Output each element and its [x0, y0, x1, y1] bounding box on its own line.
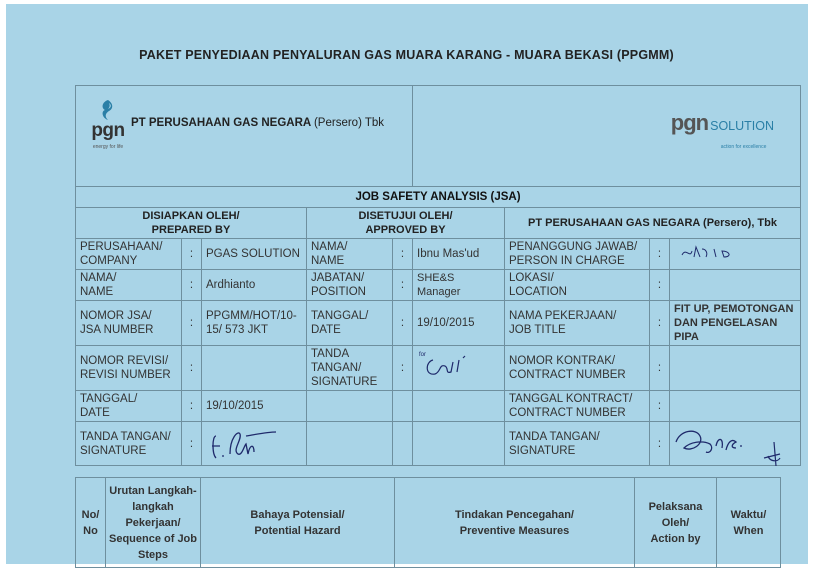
solution-logo-tagline: action for excellence [720, 144, 767, 150]
contract-number-value [670, 346, 801, 391]
pgn-logo-cell [76, 86, 413, 187]
job-title-value: FIT UP, PEMOTONGAN DAN PENGELASAN PIPA [670, 301, 801, 346]
approver-signature-label: TANDA TANGAN/ SIGNATURE [307, 346, 393, 391]
colon: : [182, 239, 202, 270]
pgn-logo-tagline: energy for life [92, 144, 124, 150]
owner-heading: PT PERUSAHAAN GAS NEGARA (Persero), Tbk [505, 208, 801, 239]
steps-header-hazard: Bahaya Potensial/ Potential Hazard [201, 478, 395, 568]
colon: : [182, 422, 202, 466]
pgn-flame-icon [96, 98, 120, 122]
contract-date-value [670, 391, 801, 422]
job-steps-table [75, 477, 781, 568]
colon: : [182, 301, 202, 346]
handwritten-name-mark [678, 243, 748, 263]
blank-cell [393, 422, 413, 466]
colon: : [182, 270, 202, 301]
colon: : [650, 346, 670, 391]
prepared-date-value: 19/10/2015 [202, 391, 307, 422]
approval-date-label: TANGGAL/ DATE [307, 301, 393, 346]
colon: : [393, 346, 413, 391]
steps-header-when: Waktu/ When [717, 478, 781, 568]
name-label: NAMA/ NAME [76, 270, 182, 301]
prepared-by-heading: DISIAPKAN OLEH/ PREPARED BY [76, 208, 307, 239]
blank-cell [307, 422, 393, 466]
colon: : [393, 301, 413, 346]
revision-number-label: NOMOR REVISI/ REVISI NUMBER [76, 346, 182, 391]
company-label: PERUSAHAAN/ COMPANY [76, 239, 182, 270]
colon: : [650, 270, 670, 301]
approver-signature-mark [423, 352, 483, 382]
solution-logo-word: SOLUTION [710, 119, 775, 133]
project-title: PAKET PENYEDIAAN PENYALURAN GAS MUARA KARANG - MUARA BEKASI (PPGMM) [139, 48, 674, 62]
colon: : [650, 301, 670, 346]
colon: : [650, 422, 670, 466]
company-value: PGAS SOLUTION [202, 239, 307, 270]
position-value: SHE&S Manager [413, 270, 505, 301]
steps-header-preventive: Tindakan Pencegahan/ Preventive Measures [395, 478, 635, 568]
location-label: LOKASI/ LOCATION [505, 270, 650, 301]
signature-for-note: for [419, 352, 427, 358]
approver-signature [413, 346, 505, 391]
contract-number-label: NOMOR KONTRAK/ CONTRACT NUMBER [505, 346, 650, 391]
preparer-signature-mark [202, 424, 292, 464]
colon: : [182, 346, 202, 391]
colon: : [393, 270, 413, 301]
approver-name-value: Ibnu Mas'ud [413, 239, 505, 270]
position-label: JABATAN/ POSITION [307, 270, 393, 301]
steps-header-no: No/ No [76, 478, 106, 568]
location-value [670, 270, 801, 301]
company-name [131, 116, 384, 130]
person-in-charge-handwriting [670, 239, 801, 270]
approved-by-heading: DISETUJUI OLEH/ APPROVED BY [307, 208, 505, 239]
company-name-main: PT PERUSAHAAN GAS NEGARA [131, 117, 311, 129]
pgn-logo [84, 98, 132, 154]
approval-date-value: 19/10/2015 [413, 301, 505, 346]
pgn-solution-logo [670, 110, 775, 150]
pgn-logo-text: pgn [91, 120, 125, 141]
colon: : [650, 239, 670, 270]
jsa-number-value: PPGMM/HOT/10- 15/ 573 JKT [202, 301, 307, 346]
job-title-label: NAMA PEKERJAAN/ JOB TITLE [505, 301, 650, 346]
colon: : [182, 391, 202, 422]
blank-cell [393, 391, 413, 422]
blank-cell [307, 391, 393, 422]
jsa-form-table [75, 85, 801, 466]
steps-header-sequence: Urutan Langkah- langkah Pekerjaan/ Sequence of Job Steps [106, 478, 201, 568]
company-name-suffix: (Persero) Tbk [313, 117, 385, 129]
blank-cell [413, 391, 505, 422]
margin-ink-mark [760, 438, 784, 468]
name-value: Ardhianto [202, 270, 307, 301]
steps-header-action-by: Pelaksana Oleh/ Action by [635, 478, 717, 568]
prepared-date-label: TANGGAL/ DATE [76, 391, 182, 422]
contract-date-label: TANGGAL KONTRACT/ CONTRACT NUMBER [505, 391, 650, 422]
jsa-number-label: NOMOR JSA/ JSA NUMBER [76, 301, 182, 346]
blank-cell [413, 422, 505, 466]
colon: : [393, 239, 413, 270]
owner-signature-label: TANDA TANGAN/ SIGNATURE [505, 422, 650, 466]
revision-number-value [202, 346, 307, 391]
preparer-signature [202, 422, 307, 466]
colon: : [650, 391, 670, 422]
person-in-charge-label: PENANGGUNG JAWAB/ PERSON IN CHARGE [505, 239, 650, 270]
solution-logo-pgn: pgn [670, 110, 709, 135]
solution-logo-cell [413, 86, 801, 187]
jsa-title: JOB SAFETY ANALYSIS (JSA) [76, 187, 801, 208]
preparer-signature-label: TANDA TANGAN/ SIGNATURE [76, 422, 182, 466]
approver-name-label: NAMA/ NAME [307, 239, 393, 270]
